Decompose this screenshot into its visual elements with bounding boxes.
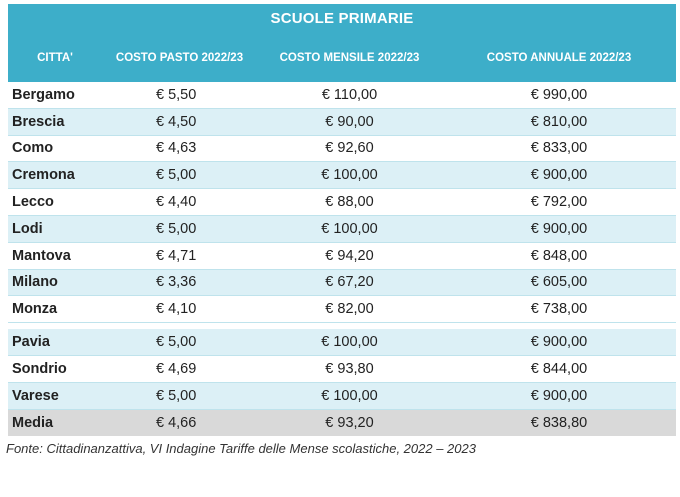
table-row [8, 189, 676, 216]
meal-cost-cell: € 4,69 [156, 360, 197, 377]
annual-cost-cell: € 605,00 [530, 274, 588, 291]
annual-cost-cell: € 844,00 [530, 360, 588, 377]
city-cell: Como [12, 140, 54, 157]
meal-cost-cell: € 5,00 [156, 220, 197, 237]
table-row [8, 109, 676, 136]
meal-cost-cell: € 5,00 [156, 387, 197, 404]
table-row [8, 162, 676, 189]
monthly-cost-cell: € 67,20 [325, 274, 374, 291]
column-header-meal-cost: COSTO PASTO 2022/23 [115, 52, 244, 64]
meal-cost-cell: € 5,00 [156, 334, 197, 351]
annual-cost-cell: € 810,00 [530, 113, 588, 130]
city-cell: Media [12, 414, 54, 431]
city-cell: Lodi [12, 220, 43, 237]
monthly-cost-cell: € 110,00 [321, 86, 378, 103]
fee-table [8, 4, 676, 436]
city-cell: Cremona [12, 167, 75, 184]
table-row [8, 329, 676, 356]
annual-cost-cell: € 738,00 [530, 301, 588, 318]
meal-cost-cell: € 5,00 [156, 167, 197, 184]
city-cell: Lecco [12, 194, 54, 211]
table-row [8, 383, 676, 410]
monthly-cost-cell: € 92,60 [325, 140, 374, 157]
table-row-average [8, 410, 676, 437]
annual-cost-cell: € 833,00 [530, 140, 588, 157]
monthly-cost-cell: € 94,20 [325, 247, 374, 264]
city-cell: Brescia [12, 113, 65, 130]
meal-cost-cell: € 4,71 [156, 247, 197, 264]
city-cell: Sondrio [12, 360, 67, 377]
table-row [8, 296, 676, 323]
annual-cost-cell: € 848,00 [530, 247, 588, 264]
table-row [8, 270, 676, 297]
monthly-cost-cell: € 100,00 [321, 334, 378, 351]
table-row [8, 243, 676, 270]
table-row [8, 356, 676, 383]
annual-cost-cell: € 838,80 [530, 414, 588, 431]
monthly-cost-cell: € 90,00 [325, 113, 374, 130]
meal-cost-cell: € 5,50 [156, 86, 197, 103]
table-row [8, 216, 676, 243]
column-header-monthly-cost: COSTO MENSILE 2022/23 [279, 52, 420, 64]
city-cell: Milano [12, 274, 58, 291]
meal-cost-cell: € 4,40 [156, 194, 197, 211]
monthly-cost-cell: € 93,80 [325, 360, 374, 377]
monthly-cost-cell: € 100,00 [321, 387, 378, 404]
table-header [8, 4, 676, 82]
annual-cost-cell: € 900,00 [530, 334, 588, 351]
column-headers [8, 34, 676, 82]
monthly-cost-cell: € 100,00 [321, 220, 378, 237]
meal-cost-cell: € 4,66 [156, 414, 197, 431]
table-row [8, 82, 676, 109]
city-cell: Bergamo [12, 86, 75, 103]
annual-cost-cell: € 900,00 [530, 387, 588, 404]
monthly-cost-cell: € 88,00 [325, 194, 374, 211]
annual-cost-cell: € 900,00 [530, 167, 588, 184]
table-row [8, 136, 676, 163]
monthly-cost-cell: € 82,00 [325, 301, 374, 318]
annual-cost-cell: € 900,00 [530, 220, 588, 237]
city-cell: Monza [12, 301, 58, 318]
column-header-annual-cost: COSTO ANNUALE 2022/23 [486, 52, 632, 64]
annual-cost-cell: € 792,00 [530, 194, 588, 211]
monthly-cost-cell: € 100,00 [321, 167, 378, 184]
meal-cost-cell: € 4,63 [156, 140, 197, 157]
column-header-city: CITTA' [37, 52, 73, 64]
meal-cost-cell: € 4,50 [156, 113, 197, 130]
city-cell: Varese [12, 387, 59, 404]
city-cell: Mantova [12, 247, 71, 264]
city-cell: Pavia [12, 334, 50, 351]
meal-cost-cell: € 4,10 [156, 301, 197, 318]
table-body [8, 82, 676, 436]
source-note: Fonte: Cittadinanzattiva, VI Indagine Tariffe delle Mense scolastiche, 2022 – 2023 [6, 441, 476, 456]
meal-cost-cell: € 3,36 [156, 274, 197, 291]
annual-cost-cell: € 990,00 [530, 86, 588, 103]
monthly-cost-cell: € 93,20 [325, 414, 374, 431]
table-title: SCUOLE PRIMARIE [270, 10, 414, 27]
